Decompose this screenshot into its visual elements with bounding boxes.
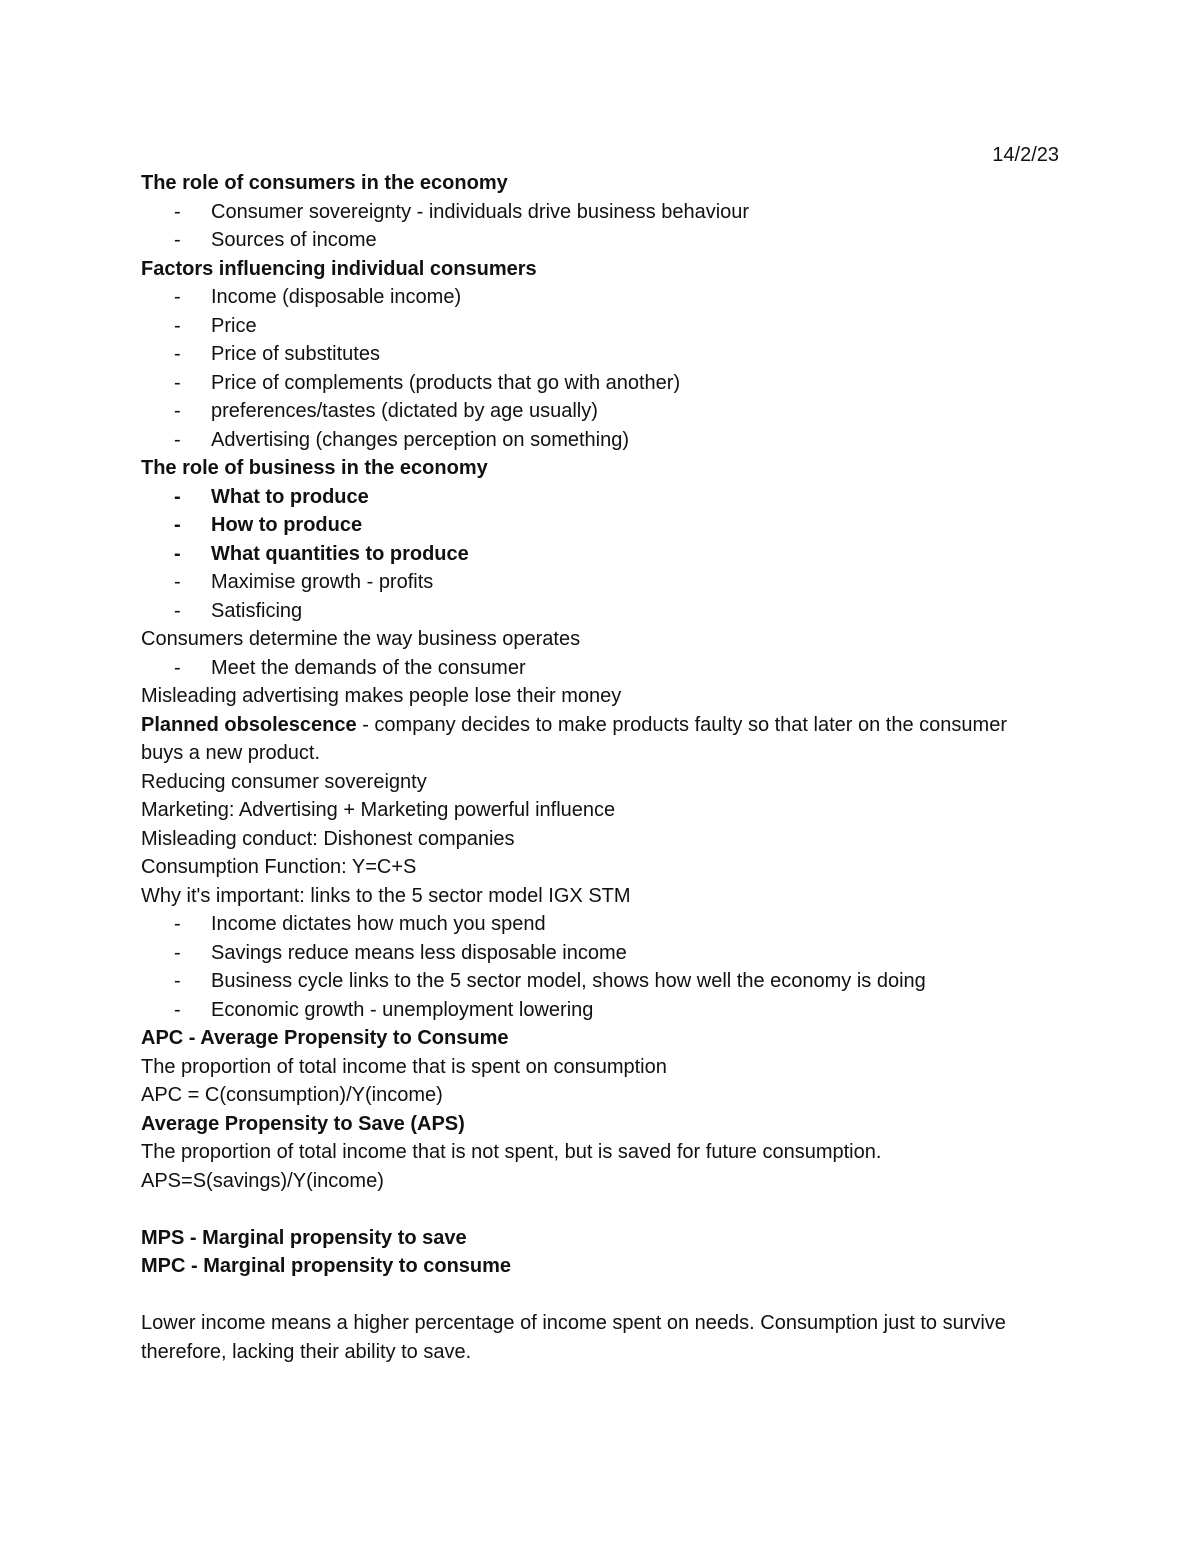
bullet-dash: - bbox=[174, 941, 181, 964]
list-item: - Price of complements (products that go with another) bbox=[141, 369, 1021, 398]
list-item: - Income (disposable income) bbox=[141, 283, 1021, 312]
list-item: - Savings reduce means less disposable income bbox=[141, 939, 1021, 968]
date: 14/2/23 bbox=[992, 144, 1059, 166]
list-item: - preferences/tastes (dictated by age usually) bbox=[141, 397, 1021, 426]
paragraph-consumers-determine: Consumers determine the way business operates bbox=[141, 628, 581, 650]
heading-apc: APC - Average Propensity to Consume bbox=[141, 1027, 509, 1049]
list-item: - Satisficing bbox=[141, 597, 1021, 626]
list-item: - Consumer sovereignty - individuals drive business behaviour bbox=[141, 198, 1021, 227]
list-item: - Business cycle links to the 5 sector model, shows how well the economy is doing bbox=[141, 967, 1021, 996]
list-item: - Meet the demands of the consumer bbox=[141, 654, 1021, 683]
bullet-dash: - bbox=[174, 229, 181, 251]
paragraph-misleading-conduct: Misleading conduct: Dishonest companies bbox=[141, 827, 515, 850]
bullet-dash: - bbox=[174, 970, 181, 992]
bullet-dash: - bbox=[174, 571, 181, 593]
bullet-dash: - bbox=[174, 314, 181, 337]
paragraph-consumption-function: Consumption Function: Y=C+S bbox=[141, 856, 417, 878]
bullet-dash: - bbox=[174, 286, 181, 308]
bullet-dash: - bbox=[174, 542, 181, 565]
paragraph-why-important: Why it's important: links to the 5 sector model IGX STM bbox=[141, 884, 631, 907]
blank-line bbox=[141, 1195, 1021, 1224]
list-item: - Economic growth - unemployment lowering bbox=[141, 996, 1021, 1025]
list-item: - Maximise growth - profits bbox=[141, 568, 1021, 597]
bullet-dash: - bbox=[174, 599, 181, 622]
list-item: - Income dictates how much you spend bbox=[141, 910, 1021, 939]
term-planned-obsolescence: Planned obsolescence bbox=[141, 713, 357, 736]
list-item: - What to produce bbox=[141, 483, 1021, 512]
bullet-dash: - bbox=[174, 400, 181, 422]
bullet-dash: - bbox=[174, 998, 181, 1021]
paragraph-planned-obsolescence bbox=[141, 711, 1021, 768]
paragraph-reducing: Reducing consumer sovereignty bbox=[141, 770, 427, 793]
bullet-dash: - bbox=[174, 514, 181, 536]
blank-line bbox=[141, 1281, 1021, 1310]
notes-body bbox=[141, 169, 1021, 1366]
list-item: - Price bbox=[141, 312, 1021, 341]
bullet-dash: - bbox=[174, 913, 181, 935]
list-item: - How to produce bbox=[141, 511, 1021, 540]
apc-formula: APC = C(consumption)/Y(income) bbox=[141, 1084, 443, 1106]
bullet-dash: - bbox=[174, 371, 181, 394]
paragraph-marketing: Marketing: Advertising + Marketing powerful influence bbox=[141, 799, 616, 821]
apc-definition: The proportion of total income that is spent on consumption bbox=[141, 1055, 667, 1078]
paragraph-misleading-advertising: Misleading advertising makes people lose their money bbox=[141, 685, 622, 707]
list-item: - Price of substitutes bbox=[141, 340, 1021, 369]
bullet-dash: - bbox=[174, 656, 181, 679]
bullet-dash: - bbox=[174, 343, 181, 365]
heading-mpc: MPC - Marginal propensity to consume bbox=[141, 1255, 512, 1277]
bullet-dash: - bbox=[174, 428, 181, 451]
heading-consumers-role: The role of consumers in the economy bbox=[141, 172, 508, 194]
list-item: - What quantities to produce bbox=[141, 540, 1021, 569]
definition-planned-obsolescence: - company decides to make products faulty so that later on the consumer buys a new product. bbox=[141, 713, 1007, 764]
heading-factors: Factors influencing individual consumers bbox=[141, 257, 537, 280]
list-item: - Sources of income bbox=[141, 226, 1021, 255]
paragraph-closing: Lower income means a higher percentage of income spent on needs. Consumption just to survive therefore, lacking their ability to save. bbox=[141, 1312, 1006, 1363]
bullet-dash: - bbox=[174, 485, 181, 508]
aps-formula: APS=S(savings)/Y(income) bbox=[141, 1169, 384, 1192]
list-item: - Advertising (changes perception on something) bbox=[141, 426, 1021, 455]
bullet-dash: - bbox=[174, 200, 181, 223]
heading-aps: Average Propensity to Save (APS) bbox=[141, 1112, 465, 1135]
heading-mps: MPS - Marginal propensity to save bbox=[141, 1226, 467, 1249]
heading-business-role: The role of business in the economy bbox=[141, 457, 488, 479]
aps-definition: The proportion of total income that is not spent, but is saved for future consumption. bbox=[141, 1141, 882, 1163]
